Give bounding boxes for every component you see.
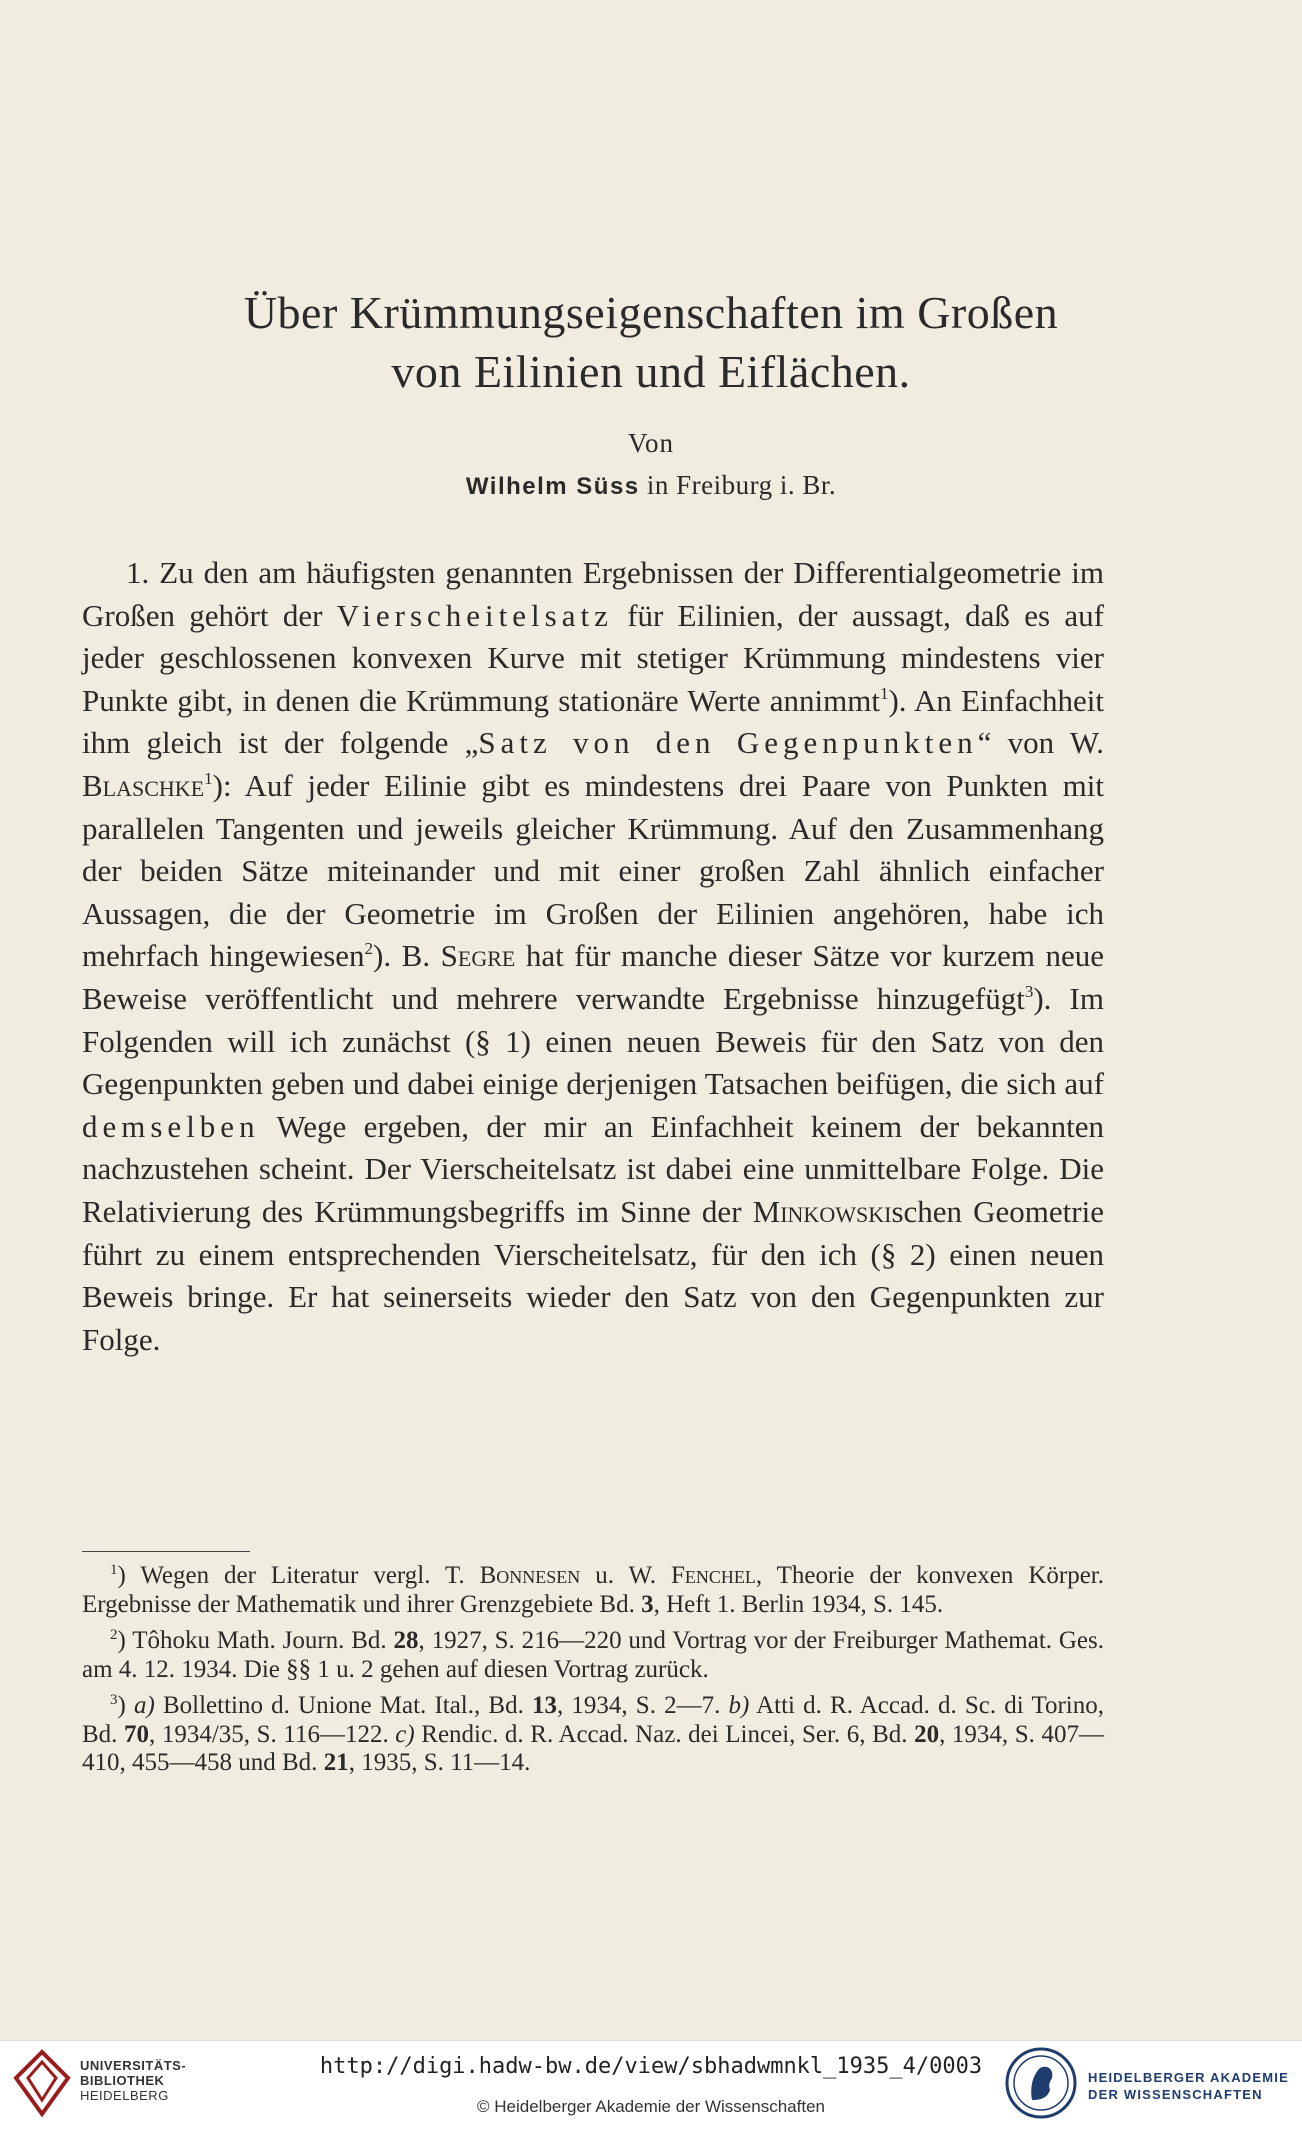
article-title-line1: Über Krümmungseigenschaften im Großen: [243, 287, 1059, 338]
text-run: 20: [914, 1720, 940, 1748]
text-run: , 1934, S. 2—7.: [556, 1692, 729, 1719]
text-run: ): Auf jeder Eilinie gibt es mindestens drei Paare von Punkten mit parallelen Tangenten und jeweils gleicher Krümmung. Auf den Zusammenhang der beiden Sätze miteinander und mit einer großen Zahl ähnlich einfacher Aussagen, die der Geometrie im Großen der Eilinien angehören, habe ich mehrfach hingewiesen: [82, 767, 1104, 974]
paragraph-1: [82, 552, 1104, 1361]
logo-text-line1: UNIVERSITÄTS-: [80, 2058, 187, 2073]
text-run: ). B.: [373, 938, 441, 974]
footnote-1: [82, 1562, 1104, 1619]
footnote-ref: 3: [1024, 981, 1034, 1001]
footnote-ref: 1: [879, 683, 889, 703]
text-run: 3: [641, 1590, 654, 1618]
author-line: [0, 470, 1302, 501]
text-run: 28: [393, 1627, 419, 1654]
text-run: , 1934, S. 407—410, 455—458 und Bd.: [82, 1720, 1104, 1776]
text-run: u. W.: [580, 1562, 671, 1589]
text-run: Satz von den Gegenpunkten: [478, 725, 978, 761]
author-name: Wilhelm Süss: [465, 473, 640, 500]
text-run: “ von W.: [977, 725, 1104, 761]
academy-text-line1: HEIDELBERGER AKADEMIE: [1088, 2070, 1289, 2085]
text-run: c): [395, 1720, 415, 1748]
copyright-notice: © Heidelberger Akademie der Wissenschaften: [477, 2097, 825, 2116]
text-run: schen Geometrie führt zu einem entsprechenden Vierscheitelsatz, für den ich (§ 2) einen neuen Beweis bringe. Er hat seinerseits wieder den Satz von den Gegenpunkten zur Folge.: [82, 1193, 1104, 1357]
text-run: Rendic. d. R. Accad. Naz. dei Lincei, Ser. 6, Bd.: [414, 1720, 915, 1748]
text-run: 70: [124, 1720, 150, 1748]
text-run: Blaschke: [82, 767, 205, 803]
text-run: ). Im Folgenden will ich zunächst (§ 1) einen neuen Beweis für den Satz von den Gegenpunkten geben und dabei einige derjenigen Tatsachen beifügen, die sich auf: [82, 980, 1104, 1102]
text-run: Atti d. R. Accad. d. Sc. di Torino, Bd.: [82, 1692, 1104, 1748]
academy-seal-icon[interactable]: [1004, 2046, 1078, 2120]
footnote-ref: 2: [110, 1627, 118, 1643]
text-run: ) Wegen der Literatur vergl. T.: [117, 1562, 480, 1589]
text-run: hat für manche dieser Sätze vor kurzem neue Beweise veröffentlicht und mehrere verwandte Ergebnisse hinzugefügt: [82, 938, 1105, 1016]
author-location: in Freiburg i. Br.: [646, 470, 837, 500]
text-run: , Theorie der konvexen Körper. Ergebnisse der Mathematik und ihrer Grenzgebiete Bd.: [82, 1562, 1104, 1618]
academy-logo-text[interactable]: [1088, 2069, 1289, 2103]
academy-text-line2: DER WISSENSCHAFTEN: [1088, 2087, 1263, 2102]
footnote-ref: 1: [204, 768, 213, 788]
footnote-3: [82, 1692, 1104, 1778]
footnote-ref: 1: [110, 1562, 118, 1578]
text-run: demselben: [82, 1108, 260, 1144]
byline-von: Von: [627, 428, 675, 458]
footnote-2: [82, 1627, 1104, 1684]
footnote-ref: 2: [364, 939, 374, 959]
article-title-line2: von Eilinien und Eiflächen.: [391, 346, 911, 397]
text-run: Segre: [440, 938, 516, 974]
text-run: Minkowski: [752, 1193, 892, 1229]
main-paragraph: [82, 552, 1104, 1361]
footnote-ref: 3: [110, 1692, 118, 1708]
text-run: , 1934/35, S. 116—122.: [149, 1720, 396, 1748]
text-run: Vierscheitelsatz: [336, 597, 613, 633]
footnotes: [82, 1562, 1104, 1786]
permalink-url[interactable]: http://digi.hadw-bw.de/view/sbhadwmnkl_1935_4/0003: [319, 2054, 983, 2079]
text-run: Bollettino d. Unione Mat. Ital., Bd.: [154, 1692, 532, 1719]
text-run: 21: [323, 1749, 349, 1776]
text-run: ) Tôhoku Math. Journ. Bd.: [117, 1627, 394, 1654]
text-run: b): [728, 1692, 750, 1719]
text-run: ). An Einfachheit ihm gleich ist der folgende „: [82, 682, 1104, 761]
footnote-divider: [82, 1551, 250, 1552]
text-run: Wege ergeben, der mir an Einfachheit keinem der bekannten nachzustehen scheint. Der Vierscheitelsatz ist dabei eine unmittelbare Folge. Die Relativierung des Krümmungsbegriffs im Sinne der: [82, 1108, 1104, 1229]
logo-text-line2: BIBLIOTHEK: [80, 2073, 165, 2088]
text-run: , 1935, S. 11—14.: [348, 1749, 531, 1776]
text-run: , 1927, S. 216—220 und Vortrag vor der Freiburger Mathemat. Ges. am 4. 12. 1934. Die §§ 1 u. 2 gehen auf diesen Vortrag zurück.: [82, 1627, 1104, 1683]
text-run: 13: [531, 1692, 557, 1719]
text-run: für Eilinien, der aussagt, daß es auf jeder geschlossenen konvexen Kurve mit stetiger Krümmung mindestens vier Punkte gibt, in denen die Krümmung stationäre Werte annimmt: [82, 597, 1104, 718]
text-run: Fenchel: [670, 1562, 756, 1589]
text-run: 1. Zu den am häufigsten genannten Ergebnissen der Differentialgeometrie im Großen gehört der: [82, 555, 1104, 633]
text-run: a): [133, 1692, 155, 1719]
text-run: Bonnesen: [479, 1562, 581, 1589]
text-run: ): [117, 1692, 134, 1719]
logo-text-line3: HEIDELBERG: [80, 2088, 169, 2103]
text-run: , Heft 1. Berlin 1934, S. 145.: [653, 1590, 944, 1618]
